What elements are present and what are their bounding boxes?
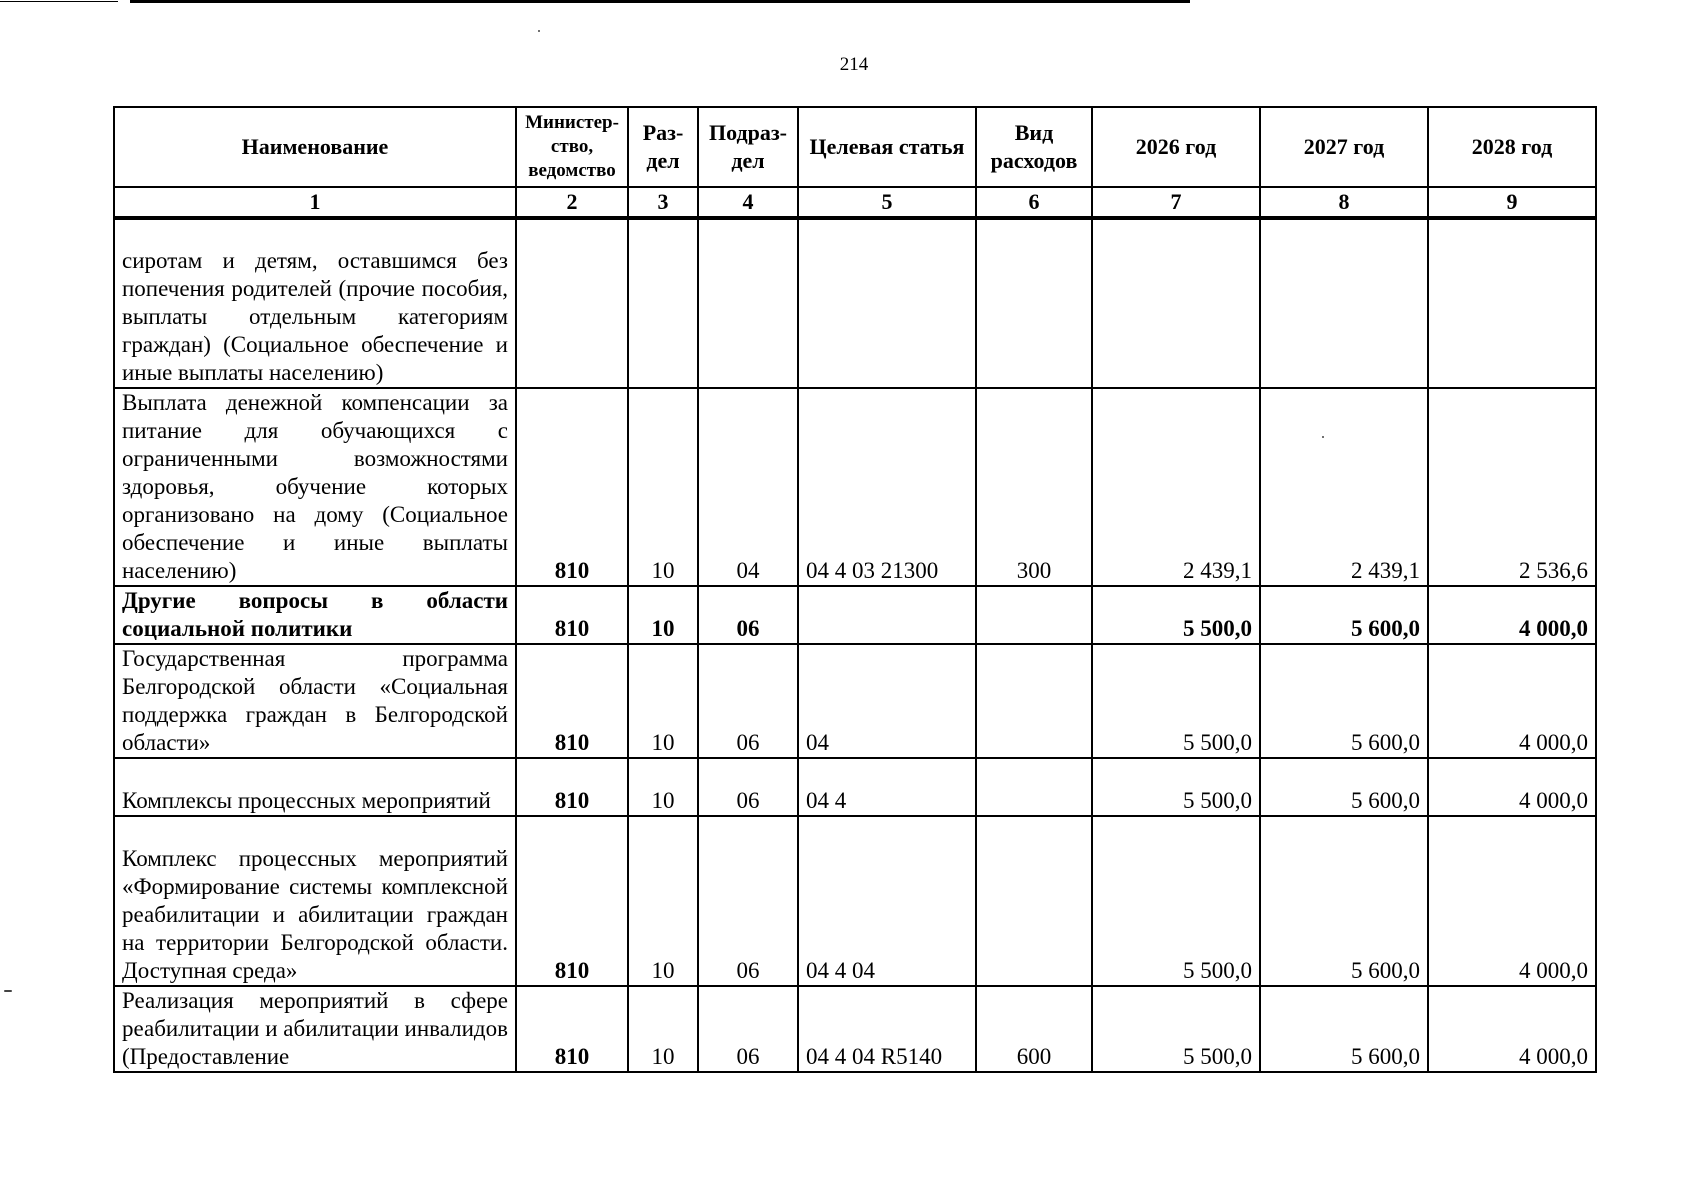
row-ministry: 810: [516, 816, 628, 986]
scan-top-line-left: [0, 1, 118, 2]
column-number: 4: [698, 187, 798, 218]
row-2026: 5 500,0: [1092, 644, 1260, 758]
row-section: 10: [628, 644, 698, 758]
row-name: Реализация мероприятий в сфере реабилитации и абилитации инвалидов (Предоставление: [114, 986, 516, 1072]
row-name: Государственная программа Белгородской области «Социальная поддержка граждан в Белгородской области»: [114, 644, 516, 758]
row-2027: 2 439,1: [1260, 388, 1428, 586]
row-2028: [1428, 218, 1596, 388]
row-subsection: 06: [698, 586, 798, 644]
column-number: 9: [1428, 187, 1596, 218]
row-name: Другие вопросы в области социальной политики: [114, 586, 516, 644]
row-section: 10: [628, 758, 698, 816]
row-ministry: 810: [516, 758, 628, 816]
header-target: Целевая статья: [798, 107, 976, 187]
row-2026: 5 500,0: [1092, 816, 1260, 986]
header-subsection: Подраз-дел: [698, 107, 798, 187]
row-expense-type: [976, 586, 1092, 644]
row-section: [628, 218, 698, 388]
scan-speck: [538, 30, 540, 32]
row-name: Комплексы процессных мероприятий: [114, 758, 516, 816]
table-row: [114, 758, 1596, 816]
column-number: 1: [114, 187, 516, 218]
row-section: 10: [628, 816, 698, 986]
row-ministry: 810: [516, 644, 628, 758]
row-section: 10: [628, 986, 698, 1072]
header-section: Раз-дел: [628, 107, 698, 187]
row-2027: 5 600,0: [1260, 644, 1428, 758]
row-subsection: [698, 218, 798, 388]
row-section: 10: [628, 586, 698, 644]
row-subsection: 04: [698, 388, 798, 586]
row-expense-type: [976, 644, 1092, 758]
row-2028: 4 000,0: [1428, 586, 1596, 644]
row-expense-type: [976, 758, 1092, 816]
table-row: [114, 218, 1596, 388]
row-target: 04 4 04 R5140: [798, 986, 976, 1072]
row-expense-type: [976, 218, 1092, 388]
row-name: сиротам и детям, оставшимся без попечения родителей (прочие пособия, выплаты отдельным категориям граждан) (Социальное обеспечение и иные выплаты населению): [114, 218, 516, 388]
header-expense-type: Вид расходов: [976, 107, 1092, 187]
scan-speck: [4, 990, 12, 992]
column-number: 6: [976, 187, 1092, 218]
row-target: 04: [798, 644, 976, 758]
row-ministry: 810: [516, 388, 628, 586]
row-ministry: 810: [516, 986, 628, 1072]
table-row: [114, 986, 1596, 1072]
row-2027: [1260, 218, 1428, 388]
row-expense-type: 300: [976, 388, 1092, 586]
row-2028: 2 536,6: [1428, 388, 1596, 586]
header-row: [114, 107, 1596, 187]
row-2027: 5 600,0: [1260, 586, 1428, 644]
scan-top-line: [130, 0, 1190, 3]
row-2026: [1092, 218, 1260, 388]
header-name: Наименование: [114, 107, 516, 187]
row-2026: 5 500,0: [1092, 758, 1260, 816]
row-name: Выплата денежной компенсации за питание для обучающихся с ограниченными возможностями здоровья, обучение которых организовано на дому (Социальное обеспечение и иные выплаты населению): [114, 388, 516, 586]
header-2028: 2028 год: [1428, 107, 1596, 187]
row-2026: 5 500,0: [1092, 986, 1260, 1072]
row-expense-type: 600: [976, 986, 1092, 1072]
row-target: 04 4 04: [798, 816, 976, 986]
row-expense-type: [976, 816, 1092, 986]
row-subsection: 06: [698, 816, 798, 986]
row-2027: 5 600,0: [1260, 816, 1428, 986]
table-row: [114, 644, 1596, 758]
row-ministry: [516, 218, 628, 388]
column-number: 3: [628, 187, 698, 218]
row-2028: 4 000,0: [1428, 986, 1596, 1072]
column-number-row: [114, 187, 1596, 218]
row-2027: 5 600,0: [1260, 986, 1428, 1072]
row-target: [798, 586, 976, 644]
header-ministry: Министер-ство, ведомство: [516, 107, 628, 187]
row-2028: 4 000,0: [1428, 758, 1596, 816]
row-target: [798, 218, 976, 388]
row-section: 10: [628, 388, 698, 586]
page-number: 214: [839, 54, 869, 75]
table-row-bold: [114, 586, 1596, 644]
row-2026: 5 500,0: [1092, 586, 1260, 644]
row-2028: 4 000,0: [1428, 816, 1596, 986]
column-number: 2: [516, 187, 628, 218]
row-target: 04 4: [798, 758, 976, 816]
row-ministry: 810: [516, 586, 628, 644]
row-2028: 4 000,0: [1428, 644, 1596, 758]
row-target: 04 4 03 21300: [798, 388, 976, 586]
row-subsection: 06: [698, 986, 798, 1072]
column-number: 5: [798, 187, 976, 218]
budget-table: [113, 106, 1597, 1073]
table-row: [114, 816, 1596, 986]
table-row: [114, 388, 1596, 586]
row-2026: 2 439,1: [1092, 388, 1260, 586]
header-2027: 2027 год: [1260, 107, 1428, 187]
row-subsection: 06: [698, 758, 798, 816]
row-subsection: 06: [698, 644, 798, 758]
column-number: 7: [1092, 187, 1260, 218]
row-name: Комплекс процессных мероприятий «Формирование системы комплексной реабилитации и абилитации граждан на территории Белгородской области. Доступная среда»: [114, 816, 516, 986]
column-number: 8: [1260, 187, 1428, 218]
header-2026: 2026 год: [1092, 107, 1260, 187]
row-2027: 5 600,0: [1260, 758, 1428, 816]
